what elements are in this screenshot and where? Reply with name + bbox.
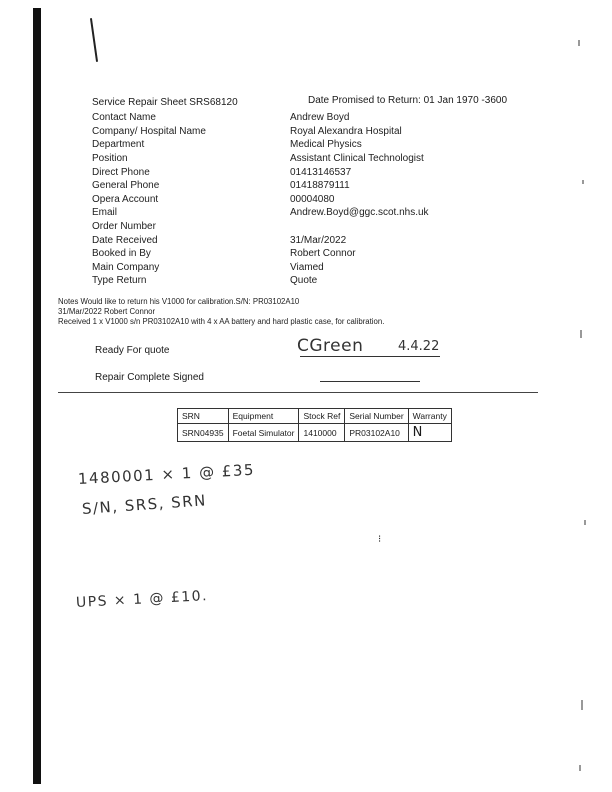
field-value: Assistant Clinical Technologist [290,153,424,165]
handwritten-line: 1480001 × 1 @ £35 [77,460,256,488]
field-row-email [92,206,429,220]
field-label: Company/ Hospital Name [92,125,206,137]
table-header-cell: Serial Number [345,409,408,424]
field-label: Position [92,153,128,165]
field-row-booked-in-by [92,247,429,261]
section-divider [58,392,538,393]
scan-edge [33,8,41,784]
field-value: 31/Mar/2022 [290,234,347,246]
notes-line: Notes Would like to return his V1000 for calibration.S/N: PR03102A10 [58,297,300,306]
table-header-cell: Warranty [408,409,451,424]
field-value: Andrew.Boyd@ggc.scot.nhs.uk [290,207,429,219]
ready-for-quote-label: Ready For quote [95,345,170,356]
date-promised: Date Promised to Return: 01 Jan 1970 -3600 [308,95,508,106]
field-row-opera-account [92,193,429,207]
table-header-cell: Stock Ref [299,409,345,424]
table-header-row [178,409,452,424]
contact-fields [92,111,429,288]
field-row-department [92,138,429,152]
table-row [178,424,452,442]
notes-line: 31/Mar/2022 Robert Connor [58,307,156,316]
field-value: 01413146537 [290,166,352,178]
field-label: General Phone [92,180,160,192]
ready-signature-line [300,356,440,357]
field-row-company [92,125,429,139]
field-label: Booked in By [92,248,151,260]
ready-signature: CGreen [297,336,364,356]
ready-signature-date: 4.4.22 [398,339,440,354]
notes-line: Received 1 x V1000 s/n PR03102A10 with 4 x AA battery and hard plastic case, for calibration. [58,317,385,326]
field-label: Main Company [92,261,160,273]
field-label: Direct Phone [92,166,150,178]
field-label: Date Received [92,234,158,246]
field-value: 01418879111 [290,180,350,192]
field-label: Order Number [92,221,156,233]
field-row-order-number [92,220,429,234]
sheet-title: Service Repair Sheet SRS68120 [92,97,238,108]
field-label: Email [92,207,118,219]
field-value: Andrew Boyd [290,112,350,124]
field-row-date-received [92,233,429,247]
pen-mark [90,18,98,62]
handwritten-line: S/N, SRS, SRN [81,491,208,518]
table-header-cell: SRN [178,409,229,424]
field-value: Quote [290,275,318,287]
repair-complete-label: Repair Complete Signed [95,372,204,383]
field-value: Robert Connor [290,248,356,260]
stray-mark: ⁝ [378,534,382,545]
repair-complete-line [320,381,420,382]
equipment-table [177,408,452,442]
field-row-general-phone [92,179,429,193]
table-cell: Foetal Simulator [228,424,299,442]
notes-block [58,297,384,327]
table-cell: 1410000 [299,424,345,442]
field-label: Opera Account [92,193,159,205]
field-value: Medical Physics [290,139,362,151]
field-value: Royal Alexandra Hospital [290,125,402,137]
field-value: Viamed [290,261,324,273]
handwritten-line: UPS × 1 @ £10. [75,588,209,611]
table-cell: SRN04935 [178,424,229,442]
table-header-cell: Equipment [228,409,299,424]
field-label: Contact Name [92,112,156,124]
field-value: 00004080 [290,193,335,205]
table-cell: PR03102A10 [345,424,408,442]
table-cell: N [408,424,451,442]
field-row-position [92,152,429,166]
scan-specks [578,0,590,792]
field-row-type-return [92,274,429,288]
field-row-direct-phone [92,165,429,179]
field-label: Department [92,139,145,151]
field-row-main-company [92,261,429,275]
field-label: Type Return [92,275,147,287]
field-row-contact-name [92,111,429,125]
